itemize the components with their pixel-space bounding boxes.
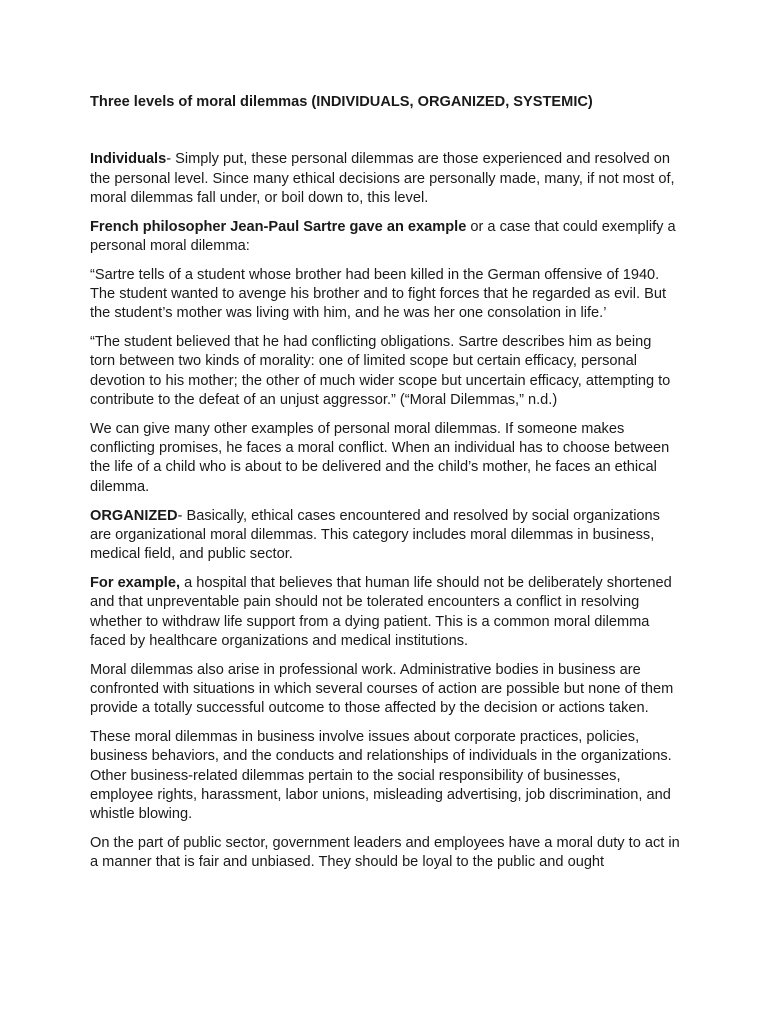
- paragraph-body: Moral dilemmas also arise in professional work. Administrative bodies in business are confronted with situations in which several courses of action are possible but none of them provide a totally successful outcome to those affected by the decision or actions taken.: [90, 661, 674, 717]
- paragraph-sartre-quote-1: [90, 266, 680, 324]
- paragraph-personal-examples: [90, 420, 680, 497]
- paragraph-lead: Individuals: [90, 151, 167, 168]
- paragraph-individuals: [90, 150, 680, 208]
- paragraph-business-issues: [90, 728, 680, 824]
- paragraph-professional-work: [90, 661, 680, 719]
- paragraph-organized: [90, 507, 680, 565]
- paragraph-body: or a case that could exemplify a personal moral dilemma:: [90, 218, 676, 254]
- paragraph-lead: French philosopher Jean-Paul Sartre gave an example: [90, 218, 467, 235]
- paragraph-body: We can give many other examples of personal moral dilemmas. If someone makes conflicting promises, he faces a moral conflict. When an individual has to choose between the life of a child who is about to be delivered and the child’s mother, he faces an ethical dilemma.: [90, 420, 670, 495]
- paragraph-body: These moral dilemmas in business involve issues about corporate practices, policies, business behaviors, and the conducts and relationships of individuals in the organizations. Other business-related dilemmas pertain to the social responsibility of businesses, employee rights, harassment, labor unions, misleading advertising, job discrimination, and whistle blowing.: [90, 729, 672, 823]
- paragraph-lead: ORGANIZED: [90, 507, 178, 524]
- document-title: Three levels of moral dilemmas (INDIVIDUALS, ORGANIZED, SYSTEMIC): [90, 94, 593, 110]
- paragraph-body: On the part of public sector, government leaders and employees have a moral duty to act in a manner that is fair and unbiased. They should be loyal to the public and ought: [90, 835, 680, 871]
- paragraph-hospital-example: [90, 574, 680, 651]
- paragraph-public-sector: [90, 834, 680, 873]
- paragraph-lead: For example,: [90, 574, 181, 591]
- paragraph-body: a hospital that believes that human life should not be deliberately shortened and that unpreventable pain should not be tolerated encounters a conflict in resolving whether to withdraw life support from a dying patient. This is a common moral dilemma faced by healthcare organizations and medical institutions.: [90, 574, 672, 649]
- paragraph-sartre-intro: [90, 218, 680, 257]
- paragraph-sartre-quote-2: [90, 333, 680, 410]
- document-page: [90, 93, 680, 882]
- paragraph-body: - Simply put, these personal dilemmas are those experienced and resolved on the personal level. Since many ethical decisions are personally made, many, if not most of, moral dilemmas fall under, or boil down to, this level.: [90, 151, 675, 206]
- paragraph-body: - Basically, ethical cases encountered and resolved by social organizations are organizational moral dilemmas. This category includes moral dilemmas in business, medical field, and public sector.: [90, 507, 660, 563]
- paragraph-body: “Sartre tells of a student whose brother had been killed in the German offensive of 1940. The student wanted to avenge his brother and to fight forces that he regarded as evil. But the student’s mother was living with him, and he was her one consolation in life.’: [90, 266, 667, 322]
- paragraph-body: “The student believed that he had conflicting obligations. Sartre describes him as being torn between two kinds of morality: one of limited scope but certain efficacy, personal devotion to his mother; the other of much wider scope but uncertain efficacy, attempting to contribute to the defeat of an unjust aggressor.” (“Moral Dilemmas,” n.d.): [90, 334, 671, 409]
